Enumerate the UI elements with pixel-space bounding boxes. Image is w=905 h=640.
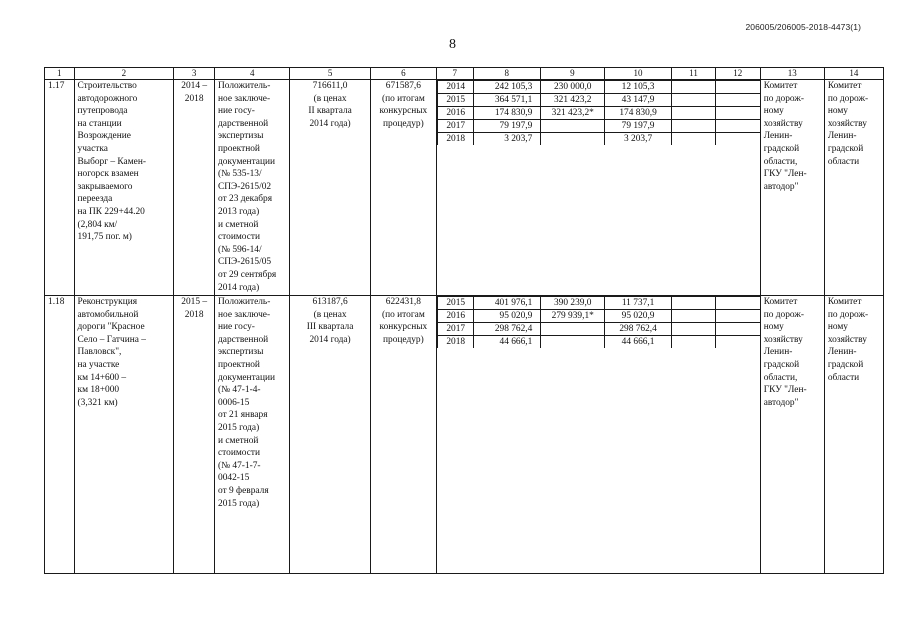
regional-amount: 298 762,4 [605, 323, 672, 336]
col-header: 6 [370, 68, 436, 80]
col-header: 11 [672, 68, 716, 80]
year-row [437, 94, 759, 107]
total-amount: 242 105,3 [474, 81, 541, 94]
col-header: 7 [436, 68, 473, 80]
total-amount: 364 571,1 [474, 94, 541, 107]
federal-amount: 390 239,0 [541, 297, 605, 310]
year-row [437, 133, 759, 146]
year-row [437, 81, 759, 94]
regional-amount: 79 197,9 [605, 120, 672, 133]
federal-amount: 279 939,1* [541, 310, 605, 323]
col-header: 9 [540, 68, 604, 80]
column-number-row [45, 68, 884, 80]
period: 2014 – 2018 [174, 80, 215, 296]
federal-amount: 321 423,2* [541, 107, 605, 120]
contract-cost: 622431,8 (по итогам конкурсных процедур) [370, 296, 436, 574]
financing-schedule [436, 80, 760, 296]
year: 2017 [437, 120, 473, 133]
total-amount: 95 020,9 [474, 310, 541, 323]
regional-amount: 43 147,9 [605, 94, 672, 107]
year-row [437, 297, 759, 310]
col-header: 5 [290, 68, 370, 80]
row-number: 1.18 [45, 296, 75, 574]
year: 2017 [437, 323, 473, 336]
object-name: Строительство автодорожного путепровода на станции Возрождение участка Выборг – Камен- ногорск взамен закрываемого переезда на ПК 229+44.20 (2,804 км/ 191,75 пог. м) [74, 80, 174, 296]
regional-amount: 174 830,9 [605, 107, 672, 120]
federal-amount [541, 336, 605, 349]
year: 2016 [437, 310, 473, 323]
page-number: 8 [449, 37, 456, 52]
year-row [437, 336, 759, 349]
federal-amount: 321 423,2 [541, 94, 605, 107]
col-header: 2 [74, 68, 174, 80]
col-header: 10 [604, 68, 671, 80]
total-amount: 79 197,9 [474, 120, 541, 133]
col-header: 8 [473, 68, 540, 80]
object-name: Реконструкция автомобильной дороги "Красное Село – Гатчина – Павловск", на участке км 14+600 – км 18+000 (3,321 км) [74, 296, 174, 574]
responsible: Комитет по дорож- ному хозяйству Ленин- градской области [824, 80, 883, 296]
executor: Комитет по дорож- ному хозяйству Ленин- градской области, ГКУ "Лен- автодор" [760, 80, 824, 296]
total-amount: 298 762,4 [474, 323, 541, 336]
estimate-cost: 613187,6 (в ценах III квартала 2014 года) [290, 296, 370, 574]
regional-amount: 44 666,1 [605, 336, 672, 349]
regional-amount: 12 105,3 [605, 81, 672, 94]
document-id: 206005/206005-2018-4473(1) [745, 22, 861, 32]
year: 2014 [437, 81, 473, 94]
total-amount: 174 830,9 [474, 107, 541, 120]
col-header: 3 [174, 68, 215, 80]
col-header: 1 [45, 68, 75, 80]
year-row [437, 120, 759, 133]
year: 2015 [437, 94, 473, 107]
col-header: 12 [715, 68, 760, 80]
row-number: 1.17 [45, 80, 75, 296]
basis-document: Положитель- ное заключе- ние госу- дарственной экспертизы проектной документации (№ 47-1-4- 0006-15 от 21 января 2015 года) и сметной стоимости (№ 47-1-7- 0042-15 от 9 февраля 2015 года) [215, 296, 290, 574]
table-row [45, 80, 884, 296]
executor: Комитет по дорож- ному хозяйству Ленин- градской области, ГКУ "Лен- автодор" [760, 296, 824, 574]
year-row [437, 107, 759, 120]
federal-amount: 230 000,0 [541, 81, 605, 94]
responsible: Комитет по дорож- ному хозяйству Ленин- градской области [824, 296, 883, 574]
total-amount: 3 203,7 [474, 133, 541, 146]
financing-schedule [436, 296, 760, 574]
table-row [45, 296, 884, 574]
year: 2015 [437, 297, 473, 310]
federal-amount [541, 323, 605, 336]
basis-document: Положитель- ное заключе- ние госу- дарственной экспертизы проектной документации (№ 535-13/ СПЭ-2615/02 от 23 декабря 2013 года) и сметной стоимости (№ 596-14/ СПЭ-2615/05 от 29 сентября 2014 года) [215, 80, 290, 296]
regional-amount: 11 737,1 [605, 297, 672, 310]
col-header: 13 [760, 68, 824, 80]
year: 2018 [437, 133, 473, 146]
regional-amount: 95 020,9 [605, 310, 672, 323]
col-header: 14 [824, 68, 883, 80]
total-amount: 401 976,1 [474, 297, 541, 310]
total-amount: 44 666,1 [474, 336, 541, 349]
federal-amount [541, 120, 605, 133]
program-table [44, 67, 884, 574]
year: 2016 [437, 107, 473, 120]
year-row [437, 323, 759, 336]
year-row [437, 310, 759, 323]
contract-cost: 671587,6 (по итогам конкурсных процедур) [370, 80, 436, 296]
estimate-cost: 716611,0 (в ценах II квартала 2014 года) [290, 80, 370, 296]
col-header: 4 [215, 68, 290, 80]
period: 2015 – 2018 [174, 296, 215, 574]
regional-amount: 3 203,7 [605, 133, 672, 146]
year: 2018 [437, 336, 473, 349]
federal-amount [541, 133, 605, 146]
